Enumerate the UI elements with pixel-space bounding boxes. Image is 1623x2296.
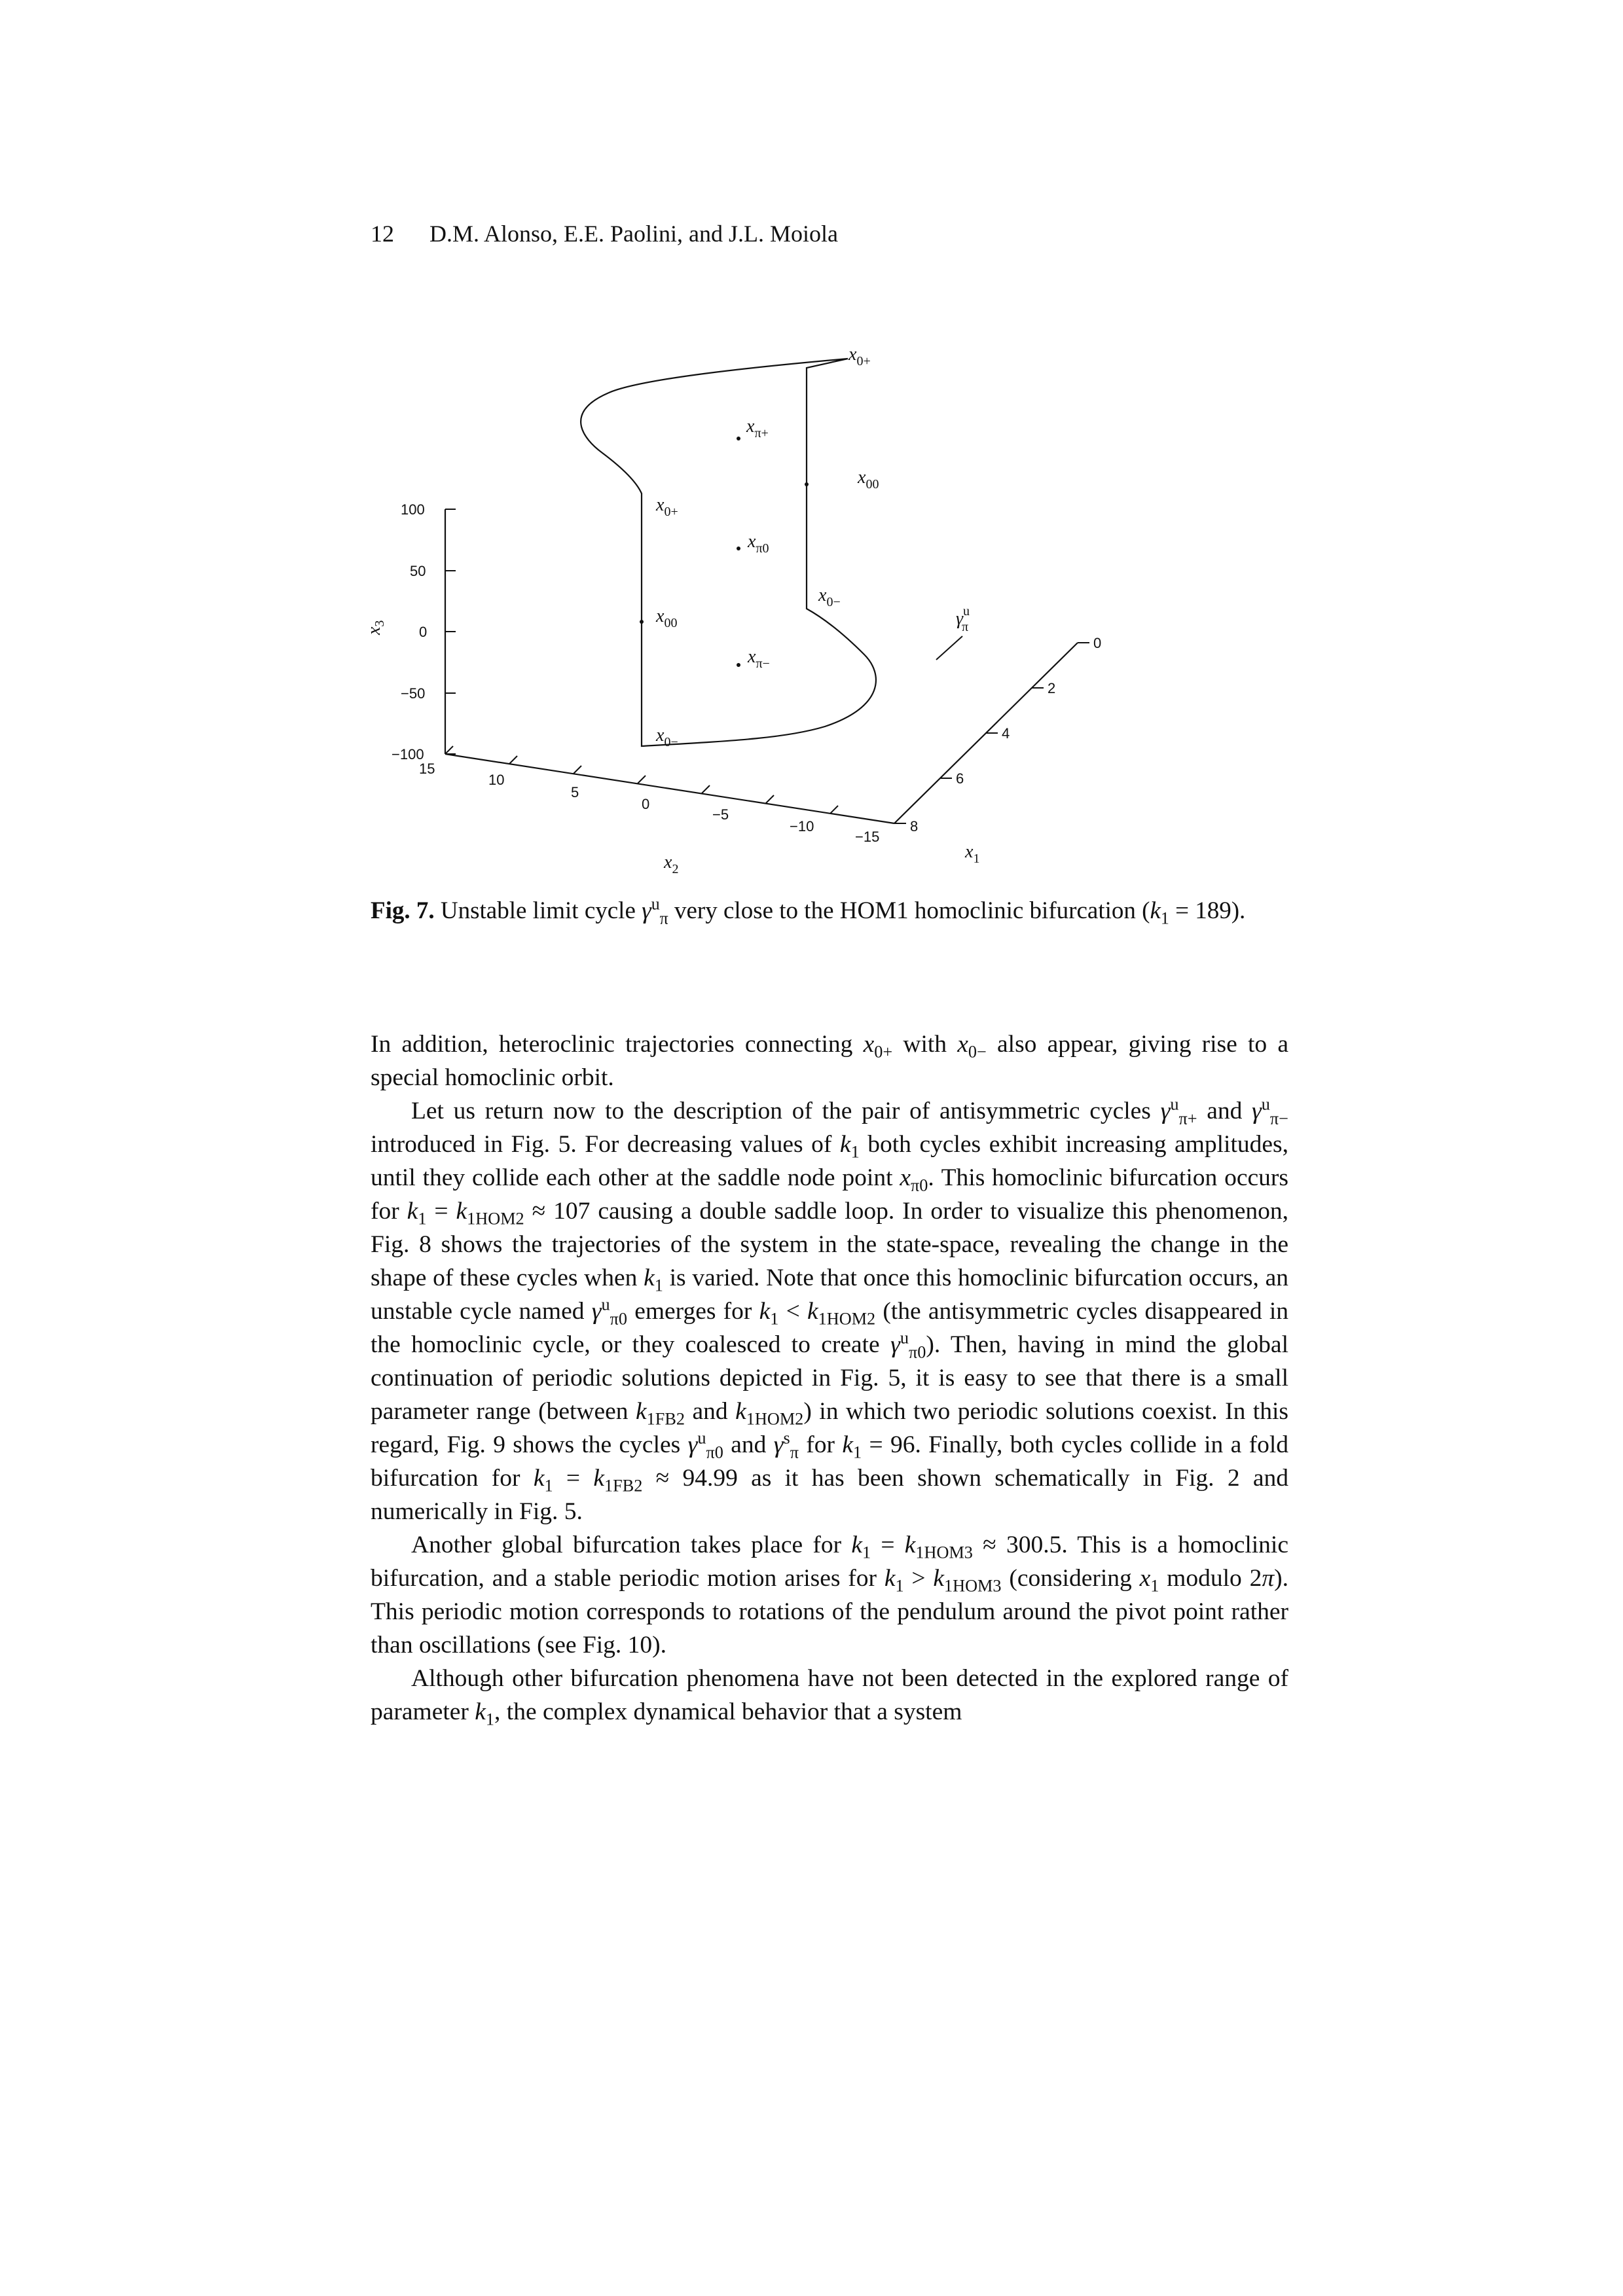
inline-math: γ (591, 1298, 602, 1325)
label-x-00-right: $x_{00}$ (858, 467, 879, 492)
inline-math: π+ (1178, 1109, 1197, 1128)
text-run: < (778, 1298, 807, 1325)
inline-math: u (1261, 1094, 1270, 1114)
text-run: (considering (1001, 1565, 1140, 1592)
text-run: emerges for (627, 1298, 759, 1325)
x1-tick-label: 8 (910, 818, 919, 834)
text-run: is varied. Note that once this homoclinic bifurcation occurs, an unstable cycle named (371, 1265, 1288, 1325)
text-run: = (871, 1532, 905, 1558)
inline-math: 1 (895, 1576, 904, 1596)
x2-tick-label: 10 (488, 772, 505, 788)
text-run: also appear, giving rise to a special homoclinic orbit. (371, 1031, 1288, 1091)
inline-math: 1HOM2 (746, 1409, 804, 1429)
point-x-pi0 (737, 547, 740, 550)
text-run: ≈ 94.99 as it has been shown schematically in Fig. 2 and numerically in Fig. 5. (371, 1465, 1289, 1525)
inline-math: k (933, 1565, 945, 1592)
inline-math: π0 (610, 1309, 627, 1329)
inline-math: u (697, 1428, 706, 1448)
x1-tick-label: 4 (1002, 725, 1010, 742)
x2-tick-mark (509, 756, 517, 764)
inline-math: 1 (850, 1142, 860, 1162)
inline-math: x (957, 1031, 968, 1058)
text-run: ) in which two periodic solutions coexist. In this regard, Fig. 9 shows the cycles (371, 1398, 1288, 1458)
x1-axis-label: $x_1$ (965, 842, 980, 866)
x2-tick-label: 15 (419, 761, 435, 777)
caption-math: γ (642, 897, 651, 924)
inline-math: k (644, 1265, 655, 1291)
inline-math: γ (773, 1431, 784, 1458)
caption-math: u (651, 894, 660, 914)
label-x-0minus-left: $x_{0-}$ (656, 725, 678, 749)
caption-text: very close to the HOM1 homoclinic bifurcation ( (668, 897, 1150, 924)
text-run: for (798, 1431, 843, 1458)
paragraph-4 (371, 1662, 1288, 1729)
x3-tick-label: 100 (401, 501, 425, 518)
text-run: ). This periodic motion corresponds to rotations of the pendulum around the pivot point rather than oscillations (see Fig. 10). (371, 1565, 1288, 1659)
figure-7-caption (371, 895, 1287, 927)
x2-tick-mark (638, 776, 646, 783)
label-x-pi-plus: $x_{\pi+}$ (746, 416, 769, 440)
label-x-0plus-right: $x_{0+}$ (848, 344, 871, 368)
figure-7 (364, 340, 1303, 884)
inline-math: 1HOM3 (944, 1576, 1002, 1596)
inline-math: π (790, 1443, 799, 1462)
text-run: Although other bifurcation phenomena have not been detected in the explored range of parameter (371, 1665, 1288, 1725)
inline-math: u (1170, 1094, 1179, 1114)
x2-tick-label: −10 (790, 818, 814, 834)
label-x-0plus-left: $x_{0+}$ (656, 495, 678, 519)
x3-tick-label: 0 (419, 624, 428, 640)
body-text (371, 1028, 1288, 1729)
running-header-authors: D.M. Alonso, E.E. Paolini, and J.L. Moiola (429, 221, 838, 247)
inline-math: k (533, 1465, 545, 1492)
point-x-00-right (805, 482, 809, 486)
x2-tick-label: −15 (855, 829, 880, 845)
limit-cycle-curve (581, 359, 876, 746)
inline-math: γ (1160, 1098, 1171, 1124)
inline-math: 1 (1150, 1576, 1159, 1596)
inline-math: x (1139, 1565, 1151, 1592)
inline-math: k (807, 1298, 818, 1325)
text-run: modulo 2 (1159, 1565, 1262, 1592)
caption-text: Unstable limit cycle (440, 897, 642, 924)
label-x-pi-minus: $x_{\pi-}$ (748, 647, 770, 671)
inline-math: π (1262, 1565, 1275, 1592)
inline-math: 0− (968, 1042, 987, 1062)
x2-axis-line (445, 754, 894, 823)
inline-math: u (900, 1328, 909, 1348)
inline-math: k (759, 1298, 771, 1325)
running-header (371, 220, 838, 247)
page-number: 12 (371, 221, 394, 247)
inline-math: k (593, 1465, 604, 1492)
text-run: both cycles exhibit increasing amplitudes, until they collide each other at the saddle node point (371, 1131, 1288, 1191)
x2-tick-label: 5 (571, 784, 579, 800)
paragraph-2 (371, 1094, 1288, 1528)
inline-math: k (904, 1532, 916, 1558)
inline-math: k (475, 1698, 486, 1725)
caption-math: 1 (1160, 908, 1169, 928)
point-x-pi-minus (737, 663, 740, 667)
caption-text: = 189). (1169, 897, 1246, 924)
inline-math: γ (890, 1331, 900, 1358)
x2-tick-mark (702, 785, 710, 793)
inline-math: k (636, 1398, 647, 1425)
text-run: ≈ 300.5. This is a homoclinic bifurcation, and a stable periodic motion arises for (371, 1532, 1288, 1592)
inline-math: 1 (654, 1276, 663, 1295)
inline-math: π0 (911, 1175, 928, 1195)
inline-math: π− (1269, 1109, 1288, 1128)
text-run: . This homoclinic bifurcation occurs for (371, 1164, 1288, 1225)
gamma-pointer-line (936, 636, 962, 660)
x3-tick-label: −50 (401, 685, 426, 702)
inline-math: k (839, 1131, 851, 1158)
text-run: and (1197, 1098, 1252, 1124)
inline-math: k (851, 1532, 863, 1558)
inline-math: 1FB2 (604, 1476, 643, 1496)
x2-axis-label: $x_2$ (664, 852, 679, 876)
inline-math: γ (687, 1431, 698, 1458)
x2-tick-label: 0 (642, 796, 650, 812)
point-x-00-left (640, 620, 644, 624)
point-x-pi-plus (737, 437, 740, 440)
inline-math: s (783, 1428, 790, 1448)
inline-math: 1HOM3 (915, 1543, 973, 1562)
x1-tick-label: 6 (956, 770, 964, 787)
text-run: = (426, 1198, 456, 1225)
x2-tick-mark (574, 766, 581, 774)
text-run: Let us return now to the description of the pair of antisymmetric cycles (411, 1098, 1161, 1124)
inline-math: 1 (418, 1209, 427, 1229)
paragraph-3 (371, 1528, 1288, 1662)
inline-math: x (900, 1164, 911, 1191)
inline-math: 1 (853, 1443, 862, 1462)
label-x-pi0: $x_{\pi 0}$ (748, 531, 769, 556)
inline-math: π0 (706, 1443, 723, 1462)
inline-math: k (735, 1398, 746, 1425)
text-run: with (892, 1031, 958, 1058)
x2-tick-mark (445, 746, 453, 754)
inline-math: 1HOM2 (818, 1309, 876, 1329)
inline-math: 0+ (874, 1042, 893, 1062)
x2-tick-mark (766, 795, 774, 803)
inline-math: γ (1252, 1098, 1262, 1124)
x1-tick-label: 2 (1048, 680, 1056, 696)
text-run: (the antisymmetric cycles disappeared in the homoclinic cycle, or they coalesced to create (371, 1298, 1289, 1358)
inline-math: 1 (770, 1309, 779, 1329)
inline-math: k (456, 1198, 467, 1225)
text-run: ). Then, having in mind the global continuation of periodic solutions depicted in Fig. 5, it is easy to see that there is a small parameter range (between (371, 1331, 1288, 1425)
caption-math: π (659, 908, 668, 928)
inline-math: 1FB2 (646, 1409, 685, 1429)
inline-math: 1HOM2 (467, 1209, 524, 1229)
x2-tick-mark (830, 806, 838, 814)
label-x-0minus-right: $x_{0-}$ (818, 585, 841, 609)
inline-math: u (601, 1295, 610, 1314)
inline-math: k (407, 1198, 418, 1225)
x1-tick-label: 0 (1093, 635, 1102, 651)
text-run: In addition, heteroclinic trajectories connecting (371, 1031, 864, 1058)
text-run: introduced in Fig. 5. For decreasing values of (371, 1131, 840, 1158)
text-run: Another global bifurcation takes place for (411, 1532, 852, 1558)
x3-tick-label: 50 (410, 563, 426, 579)
inline-math: π0 (908, 1342, 926, 1362)
inline-math: 1 (485, 1710, 495, 1729)
figure-7-plot (364, 340, 1303, 884)
paragraph-1 (371, 1028, 1288, 1094)
x3-tick-label: −100 (392, 746, 424, 762)
inline-math: 1 (544, 1476, 553, 1496)
figure-label: Fig. 7. (371, 897, 435, 924)
text-run: ≈ 107 causing a double saddle loop. In order to visualize this phenomenon, Fig. 8 shows the trajectories of the system in the state-space, revealing the change in the shape of these cycles when (371, 1198, 1288, 1291)
text-run: and (723, 1431, 774, 1458)
inline-math: 1 (862, 1543, 871, 1562)
text-run: > (903, 1565, 934, 1592)
inline-math: k (842, 1431, 854, 1458)
label-gamma-pi-u: $\gamma^u$ π (956, 604, 970, 634)
label-x-00-left: $x_{00}$ (656, 606, 678, 630)
x2-tick-label: −5 (712, 806, 729, 823)
text-run: = 96. Finally, both cycles collide in a fold bifurcation for (371, 1431, 1288, 1492)
x3-axis-label: $x_3$ (364, 620, 387, 635)
inline-math: x (863, 1031, 875, 1058)
text-run: , the complex dynamical behavior that a system (494, 1698, 962, 1725)
caption-math: k (1150, 897, 1161, 924)
text-run: and (685, 1398, 736, 1425)
inline-math: k (884, 1565, 896, 1592)
text-run: = (553, 1465, 594, 1492)
